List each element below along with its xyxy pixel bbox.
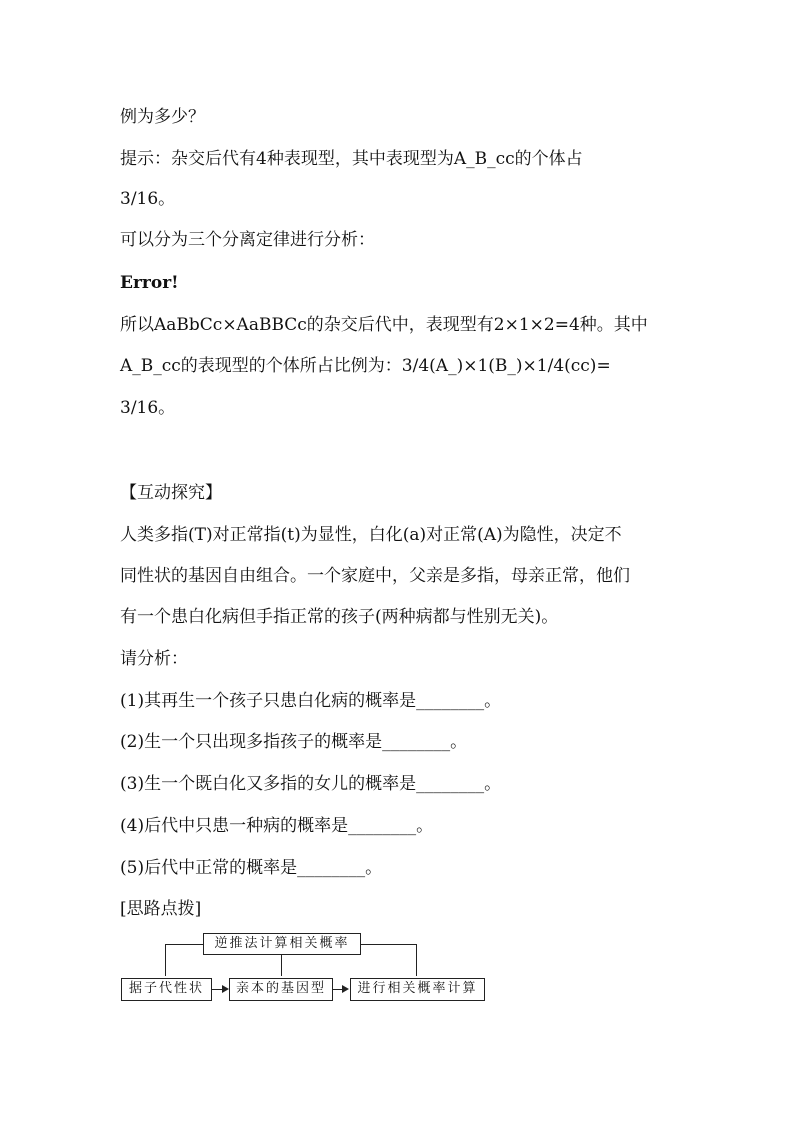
paragraph-line: 同性状的基因自由组合。一个家庭中，父亲是多指，母亲正常，他们 xyxy=(120,566,630,586)
text-line: 所以AaBbCc×AaBBCc的杂交后代中，表现型有2×1×2=4种。其中 xyxy=(120,315,648,335)
top-box: 逆推法计算相关概率 xyxy=(203,933,361,955)
arrow-head xyxy=(222,985,229,993)
section-heading: 【互动探究】 xyxy=(120,483,222,503)
question-1: (1)其再生一个孩子只患白化病的概率是________。 xyxy=(120,691,502,711)
text-line: 可以分为三个分离定律进行分析： xyxy=(120,230,375,250)
text-line: 3/16。 xyxy=(120,189,176,209)
text-line: 提示：杂交后代有4种表现型，其中表现型为A_B_cc的个体占 xyxy=(120,149,583,169)
paragraph-line: 人类多指(T)对正常指(t)为显性，白化(a)对正常(A)为隐性，决定不 xyxy=(120,525,622,545)
right-box: 进行相关概率计算 xyxy=(350,978,485,1001)
middle-box: 亲本的基因型 xyxy=(229,978,333,1001)
error-text: Error! xyxy=(120,273,179,293)
prompt-text: 请分析： xyxy=(120,649,188,669)
text-line: 例为多少？ xyxy=(120,107,205,127)
connector-line xyxy=(165,944,203,945)
hint-label: [思路点拨] xyxy=(120,899,202,919)
question-3: (3)生一个既白化又多指的女儿的概率是________。 xyxy=(120,774,502,794)
text-line: 3/16。 xyxy=(120,398,176,418)
connector-line xyxy=(281,954,282,976)
text-line: A_B_cc的表现型的个体所占比例为：3/4(A_)×1(B_)×1/4(cc)= xyxy=(120,356,611,376)
question-4: (4)后代中只患一种病的概率是________。 xyxy=(120,816,434,836)
connector-line xyxy=(416,944,417,976)
question-2: (2)生一个只出现多指孩子的概率是________。 xyxy=(120,732,468,752)
connector-line xyxy=(165,944,166,976)
arrow-head xyxy=(342,985,349,993)
connector-line xyxy=(359,944,416,945)
paragraph-line: 有一个患白化病但手指正常的孩子(两种病都与性别无关)。 xyxy=(120,607,559,627)
question-5: (5)后代中正常的概率是________。 xyxy=(120,858,383,878)
left-box: 据子代性状 xyxy=(121,978,212,1001)
